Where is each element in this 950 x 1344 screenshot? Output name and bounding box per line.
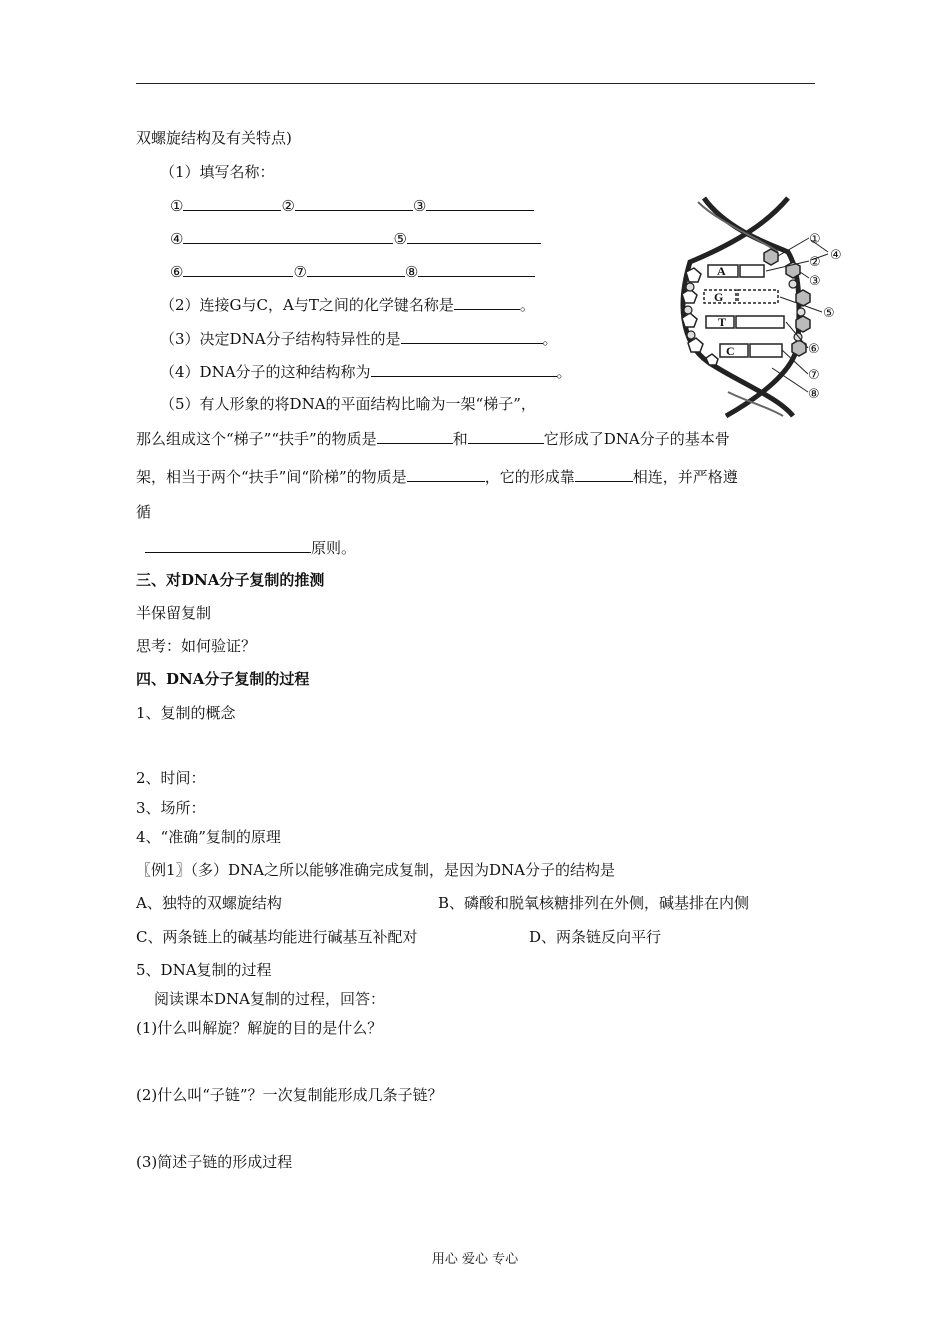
- subquestion-1: (1)什么叫解旋？解旋的目的是什么？: [136, 1019, 383, 1037]
- marker-8: ⑧: [404, 263, 419, 281]
- q2-end: 。: [519, 296, 535, 314]
- q3-end: 。: [542, 330, 558, 348]
- marker-1: ①: [170, 197, 184, 215]
- q5-line2: [136, 428, 730, 449]
- q5-blank-4[interactable]: [575, 466, 633, 482]
- q4-end: 。: [556, 363, 572, 381]
- q5-line2-text: 那么组成这个“梯子”“扶手”的物质是: [136, 430, 377, 448]
- callout-5: ⑤: [823, 306, 835, 321]
- blank-2[interactable]: [295, 195, 413, 211]
- q5-blank-1[interactable]: [377, 428, 453, 444]
- marker-2: ②: [281, 197, 295, 215]
- callout-4: ④: [830, 248, 842, 263]
- callout-7: ⑦: [808, 368, 820, 383]
- section4-p4: 4、“准确”复制的原理: [136, 828, 281, 846]
- example-1: 〖例1〗（多）DNA之所以能够准确完成复制，是因为DNA分子的结构是: [136, 861, 616, 879]
- read-instruction: 阅读课本DNA复制的过程，回答：: [154, 990, 385, 1008]
- q5-blank-5[interactable]: [145, 537, 311, 553]
- q5-line3-tail: 相连，并严格遵: [632, 468, 738, 486]
- blank-3[interactable]: [426, 195, 534, 211]
- q2-text: （2）连接G与C，A与T之间的化学键名称是: [160, 296, 454, 314]
- blank-8[interactable]: [418, 261, 535, 277]
- blank-4[interactable]: [183, 228, 393, 244]
- marker-7: ⑦: [293, 263, 307, 281]
- blank-7[interactable]: [307, 261, 405, 277]
- q5-line5: [145, 537, 356, 558]
- q5-blank-3[interactable]: [407, 466, 485, 482]
- intro-text: 双螺旋结构及有关特点): [136, 129, 292, 147]
- q5-line3: [136, 466, 738, 487]
- callout-1: ①: [809, 232, 821, 247]
- option-d: D、两条链反向平行: [529, 928, 662, 946]
- q5-blank-2[interactable]: [468, 428, 544, 444]
- q1-row2: [170, 228, 541, 249]
- section4-p1: 1、复制的概念: [136, 704, 236, 722]
- section3-line1: 半保留复制: [136, 604, 212, 622]
- section4-p3: 3、场所：: [136, 799, 206, 817]
- option-b: B、磷酸和脱氧核糖排列在外侧，碱基排在内侧: [438, 894, 750, 912]
- callout-8: ⑧: [808, 387, 820, 402]
- blank-1[interactable]: [183, 195, 281, 211]
- section3-heading: 三、对DNA分子复制的推测: [136, 571, 325, 589]
- q4-text: （4）DNA分子的这种结构称为: [160, 363, 371, 381]
- dna-double-helix-diagram: [668, 192, 853, 422]
- section4-p2: 2、时间：: [136, 769, 206, 787]
- q5-line3-mid: ，它的形成靠: [484, 468, 575, 486]
- q2: [160, 294, 535, 315]
- section4-p5: 5、DNA复制的过程: [136, 961, 272, 979]
- callout-3: ③: [809, 274, 821, 289]
- page-footer: 用心 爱心 专心: [431, 1252, 519, 1267]
- q5-line1: （5）有人形象的将DNA的平面结构比喻为一架“梯子”，: [160, 395, 536, 413]
- marker-5: ⑤: [393, 230, 407, 248]
- q5-line4: 循: [136, 503, 152, 521]
- marker-4: ④: [170, 230, 184, 248]
- base-g: G: [714, 290, 724, 304]
- subquestion-2: (2)什么叫“子链”？一次复制能形成几条子链？: [136, 1086, 443, 1104]
- option-a: A、独特的双螺旋结构: [136, 894, 282, 912]
- blank-6[interactable]: [183, 261, 293, 277]
- marker-3: ③: [412, 197, 427, 215]
- base-c: C: [726, 344, 735, 358]
- q4: [160, 361, 572, 382]
- q3: [160, 328, 558, 349]
- base-t: T: [718, 315, 727, 329]
- q5-and: 和: [452, 430, 468, 448]
- callout-6: ⑥: [808, 342, 820, 357]
- q1-label: （1）填写名称：: [160, 163, 275, 181]
- subquestion-3: (3)简述子链的形成过程: [136, 1153, 293, 1171]
- marker-6: ⑥: [170, 263, 184, 281]
- q5-principle: 原则。: [311, 539, 357, 557]
- q1-row3: [170, 261, 535, 282]
- q3-text: （3）决定DNA分子结构特异性的是: [160, 330, 401, 348]
- q1-row1: [170, 195, 534, 216]
- q2-blank[interactable]: [454, 294, 520, 310]
- section4-heading: 四、DNA分子复制的过程: [136, 670, 310, 688]
- callout-2: ②: [809, 255, 821, 270]
- q5-line2-tail: 它形成了DNA分子的基本骨: [543, 430, 730, 448]
- q4-blank[interactable]: [371, 361, 557, 377]
- blank-5[interactable]: [407, 228, 541, 244]
- section3-line2: 思考：如何验证？: [136, 637, 257, 655]
- base-a: A: [717, 264, 726, 278]
- header-rule: [136, 83, 815, 84]
- q3-blank[interactable]: [401, 328, 543, 344]
- q5-line3-text: 架，相当于两个“扶手”间“阶梯”的物质是: [136, 468, 407, 486]
- option-c: C、两条链上的碱基均能进行碱基互补配对: [136, 928, 418, 946]
